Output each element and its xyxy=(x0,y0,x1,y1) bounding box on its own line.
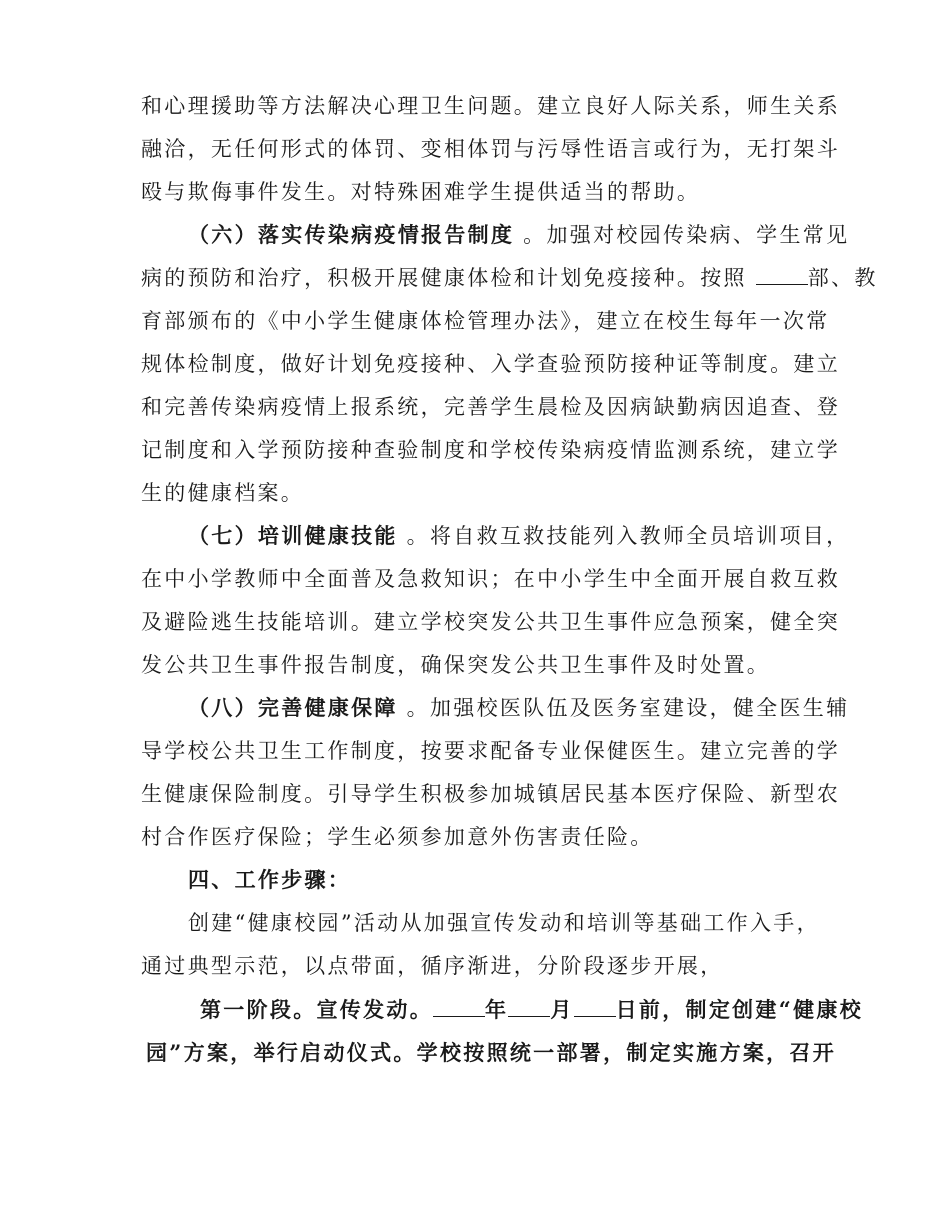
section-6-text: 病的预防和治疗，积极开展健康体检和计划免疫接种。按照 xyxy=(141,266,756,290)
stage-1-first-line xyxy=(200,996,863,1024)
section-6-text: 部、教 xyxy=(807,266,878,290)
stage-1-line: 园”方案，举行启动仪式。学校按照统一部署，制定实施方案，召开 xyxy=(146,1040,837,1065)
section-6-line: 规体检制度，做好计划免疫接种、入学查验预防接种证等制度。建立 xyxy=(141,352,840,376)
paragraph-line: 融洽，无任何形式的体罚、变相体罚与污辱性语言或行为，无打架斗 xyxy=(141,137,840,161)
stage-1-text: 第一阶段。宣传发动。 xyxy=(200,997,433,1022)
section-6-line: 记制度和入学预防接种查验制度和学校传染病疫情监测系统，建立学 xyxy=(141,438,840,462)
section-8-heading: （八）完善健康保障 xyxy=(188,695,398,720)
stage-1-text: 日前，制定创建“健康校 xyxy=(615,997,864,1022)
section-8-line: 村合作医疗保险；学生必须参加意外伤害责任险。 xyxy=(141,825,654,849)
part-4-intro-line: 创建“健康校园”活动从加强宣传发动和培训等基础工作入手， xyxy=(188,911,820,935)
section-7-line: 及避险逃生技能培训。建立学校突发公共卫生事件应急预案，健全突 xyxy=(141,610,840,634)
section-6-text: 。加强对校园传染病、学生常见 xyxy=(514,223,850,247)
blank-month xyxy=(508,996,550,1017)
paragraph-line: 殴与欺侮事件发生。对特殊困难学生提供适当的帮助。 xyxy=(141,180,701,204)
stage-1-year-label: 年 xyxy=(485,997,509,1022)
section-8-line: 生健康保险制度。引导学生积极参加城镇居民基本医疗保险、新型农 xyxy=(141,782,840,806)
section-6-line xyxy=(141,264,878,292)
section-6-line: 生的健康档案。 xyxy=(141,481,305,505)
part-4-intro-line: 通过典型示范，以点带面，循序渐进，分阶段逐步开展， xyxy=(141,954,724,978)
section-7-heading: （七）培训健康技能 xyxy=(188,523,398,548)
section-7-line: 发公共卫生事件报告制度，确保突发公共卫生事件及时处置。 xyxy=(141,653,771,677)
section-8-text: 。加强校医队伍及医务室建设，健全医生辅 xyxy=(397,696,850,720)
blank-field xyxy=(756,264,808,285)
section-8-first-line xyxy=(188,694,849,722)
part-4-heading: 四、工作步骤： xyxy=(188,867,352,892)
section-6-first-line xyxy=(188,221,849,249)
section-7-line: 在中小学教师中全面普及急救知识；在中小学生中全面开展自救互救 xyxy=(141,567,840,591)
section-6-line: 和完善传染病疫情上报系统，完善学生晨检及因病缺勤病因追查、登 xyxy=(141,395,840,419)
section-7-first-line xyxy=(188,522,849,550)
section-6-heading: （六）落实传染病疫情报告制度 xyxy=(188,222,515,247)
section-8-line: 导学校公共卫生工作制度，按要求配备专业保健医生。建立完善的学 xyxy=(141,739,840,763)
paragraph-line: 和心理援助等方法解决心理卫生问题。建立良好人际关系，师生关系 xyxy=(141,94,840,118)
blank-day xyxy=(574,996,616,1017)
section-7-text: 。将自救互救技能列入教师全员培训项目， xyxy=(397,524,850,548)
blank-year xyxy=(433,996,485,1017)
stage-1-month-label: 月 xyxy=(550,997,574,1022)
section-6-line: 育部颁布的《中小学生健康体检管理办法》，建立在校生每年一次常 xyxy=(141,309,830,333)
